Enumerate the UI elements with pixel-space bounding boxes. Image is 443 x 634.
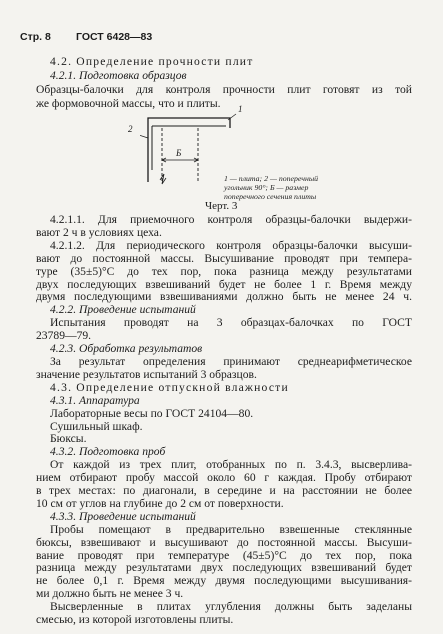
figure-label-b: Б bbox=[176, 148, 182, 158]
paragraph-line: Лабораторные весы по ГОСТ 24104—80. bbox=[50, 406, 254, 420]
paragraph-line: в трех местах: по диагонали, в середине и на расстоянии не более bbox=[36, 484, 412, 497]
paragraph-line: смесью, из которой изготовлены плиты. bbox=[36, 613, 234, 626]
paragraph-line: вание проводят при температуре (45±5)°С до тех пор, пока bbox=[36, 548, 412, 562]
paragraph-line: вают 2 ч в условиях цеха. bbox=[36, 225, 162, 239]
paragraph-line: разница между результатами двух последующих взвешиваний будет bbox=[36, 561, 412, 575]
figure-label-1: 1 bbox=[238, 104, 243, 114]
paragraph-line: значение результатов испытаний 3 образцов. bbox=[36, 367, 257, 381]
subheading-4-2-2: 4.2.2. Проведение испытаний bbox=[50, 303, 196, 317]
paragraph-line: вают до постоянной массы. Высушивание проводят при темпера- bbox=[36, 251, 412, 265]
paragraph-line: 4.2.1.2. Для периодического контроля образцы-балочки высуши- bbox=[50, 238, 412, 252]
paragraph-line: Сушильный шкаф. bbox=[50, 419, 143, 433]
paragraph-line: Пробы помещают в предварительно взвешенные стеклянные bbox=[50, 522, 412, 536]
subheading-4-3-2: 4.3.2. Подготовка проб bbox=[50, 445, 166, 459]
figure-label-2: 2 bbox=[128, 124, 133, 134]
paragraph-line: 4.2.1.1. Для приемочного контроля образцы-балочки выдержи- bbox=[50, 213, 412, 226]
standard-code: ГОСТ 6428—83 bbox=[76, 31, 153, 43]
figure-legend-line: поперечного сечения плиты bbox=[224, 192, 317, 201]
paragraph-line: не более 0,1 г. Время между двумя последующими высушивания- bbox=[36, 574, 412, 588]
paragraph-line: От каждой из трех плит, отобранных по п. 3.4.3, высверлива- bbox=[50, 458, 412, 472]
subheading-4-3-1: 4.3.1. Аппаратура bbox=[50, 393, 140, 407]
paragraph-line: туре (35±5)°С до тех пор, пока разница между результатами bbox=[36, 264, 412, 278]
section-heading-4-3: 4.3. Определение отпускной влажности bbox=[50, 380, 289, 394]
figure-legend-line: 1 — плита; 2 — поперечный bbox=[224, 174, 319, 183]
page-number: Стр. 8 bbox=[20, 31, 51, 43]
section-heading-4-2: 4.2. Определение прочности плит bbox=[50, 55, 254, 68]
paragraph-line: ми должно быть не менее 3 ч. bbox=[36, 587, 184, 601]
paragraph-line: За результат определения принимают среднеарифметическое bbox=[50, 354, 412, 368]
subheading-4-2-3: 4.2.3. Обработка результатов bbox=[50, 342, 203, 355]
figure-3 bbox=[128, 104, 420, 220]
paragraph-line: бюксы, взвешивают и высушивают до постоянной массы. Высуши- bbox=[36, 535, 412, 549]
paragraph-line: 10 см от углов на глубине до 2 см от поверхности. bbox=[36, 496, 284, 510]
paragraph-line: Высверленные в плитах углубления должны быть заделаны bbox=[50, 600, 412, 614]
paragraph-line: Бюксы. bbox=[50, 432, 87, 446]
figure-caption: Черт. 3 bbox=[205, 200, 238, 212]
paragraph-line: нием отбирают пробу массой около 60 г каждая. Пробу отбирают bbox=[36, 471, 412, 485]
paragraph-line: двух последующих взвешиваний будет не более 1 г. Время между bbox=[36, 277, 412, 291]
paragraph-line: же формовочной массы, что и плиты. bbox=[36, 97, 221, 110]
paragraph-line: двумя последующими взвешиваниями должно быть не менее 24 ч. bbox=[36, 290, 412, 304]
paragraph-line: 23789—79. bbox=[36, 329, 92, 343]
subheading-4-3-3: 4.3.3. Проведение испытаний bbox=[50, 509, 196, 523]
paragraph-line: Образцы-балочки для контроля прочности плит готовят из той bbox=[36, 83, 412, 96]
figure-legend-line: угольник 90°; Б — размер bbox=[224, 183, 309, 192]
subheading-4-2-1: 4.2.1. Подготовка образцов bbox=[50, 69, 187, 82]
paragraph-line: Испытания проводят на 3 образцах-балочках по ГОСТ bbox=[50, 316, 412, 330]
